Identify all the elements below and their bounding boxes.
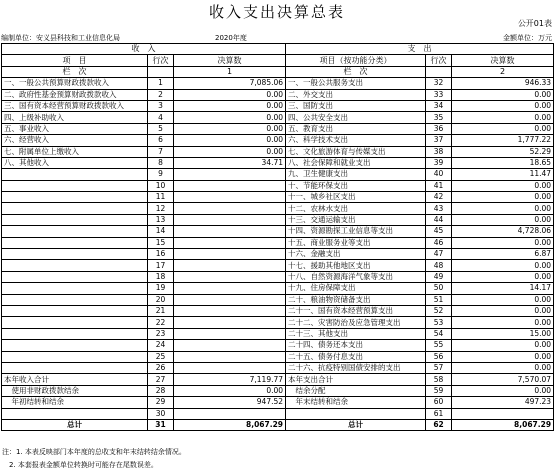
expense-item: 十、节能环保支出	[286, 180, 426, 191]
expense-amount: 52.29	[452, 146, 554, 157]
expense-item: 十九、住房保障支出	[286, 283, 426, 294]
income-amount	[174, 169, 286, 180]
expense-item: 总计	[286, 419, 426, 430]
table-row	[2, 408, 554, 419]
expense-amount: 0.00	[452, 362, 554, 373]
expense-item-header: 项目（按功能分类）	[286, 55, 426, 66]
table-row	[2, 100, 554, 111]
income-item: 年初结转和结余	[2, 397, 148, 408]
income-item	[2, 271, 148, 282]
expense-amount: 0.00	[452, 123, 554, 134]
income-row-no: 18	[148, 271, 174, 282]
expense-item: 十六、金融支出	[286, 249, 426, 260]
income-row-no: 11	[148, 192, 174, 203]
notes	[2, 446, 186, 472]
table-row	[2, 203, 554, 214]
expense-row-no: 45	[426, 226, 452, 237]
table-row	[2, 385, 554, 396]
income-item	[2, 214, 148, 225]
income-item	[2, 340, 148, 351]
expense-row-no: 49	[426, 271, 452, 282]
income-row-no: 3	[148, 100, 174, 111]
expense-amount: 0.00	[452, 305, 554, 316]
income-row-no: 30	[148, 408, 174, 419]
expense-row-no: 47	[426, 249, 452, 260]
table-row	[2, 192, 554, 203]
table-row	[2, 397, 554, 408]
expense-item: 七、文化旅游体育与传媒支出	[286, 146, 426, 157]
income-row-no: 17	[148, 260, 174, 271]
table-row	[2, 271, 554, 282]
table-row	[2, 294, 554, 305]
expense-item: 本年支出合计	[286, 374, 426, 385]
empty-cell	[148, 66, 174, 77]
income-amount	[174, 408, 286, 419]
income-item: 三、国有资本经营预算财政拨款收入	[2, 100, 148, 111]
expense-item: 一、一般公共服务支出	[286, 78, 426, 89]
expense-item: 八、社会保障和就业支出	[286, 157, 426, 168]
report-title: 收入支出决算总表	[208, 3, 345, 21]
expense-item: 三、国防支出	[286, 100, 426, 111]
expense-item: 十八、自然资源海洋气象等支出	[286, 271, 426, 282]
empty-cell	[426, 66, 452, 77]
expense-row-no: 41	[426, 180, 452, 191]
income-row-no: 15	[148, 237, 174, 248]
income-row-no: 4	[148, 112, 174, 123]
income-item: 七、附属单位上缴收入	[2, 146, 148, 157]
expense-row-no: 53	[426, 317, 452, 328]
expense-row-no: 55	[426, 340, 452, 351]
expense-item: 年末结转和结余	[286, 397, 426, 408]
expense-amount: 0.00	[452, 180, 554, 191]
income-item	[2, 362, 148, 373]
table-row	[2, 78, 554, 89]
income-item: 六、经营收入	[2, 135, 148, 146]
expense-item: 二十五、债务付息支出	[286, 351, 426, 362]
expense-amount: 15.00	[452, 328, 554, 339]
expense-row-no: 48	[426, 260, 452, 271]
expense-item: 二、外交支出	[286, 89, 426, 100]
income-item	[2, 192, 148, 203]
expense-row-no: 51	[426, 294, 452, 305]
table-row	[2, 328, 554, 339]
expense-amount: 0.00	[452, 112, 554, 123]
income-row-no: 6	[148, 135, 174, 146]
expense-amount	[452, 408, 554, 419]
income-item: 使用非财政拨款结余	[2, 385, 148, 396]
expense-amount: 0.00	[452, 100, 554, 111]
income-final-header: 决算数	[174, 55, 286, 66]
income-amount: 8,067.29	[174, 419, 286, 430]
expense-row-no: 57	[426, 362, 452, 373]
income-item	[2, 408, 148, 419]
expense-row-no: 58	[426, 374, 452, 385]
expense-row-no: 60	[426, 397, 452, 408]
expense-amount: 4,728.06	[452, 226, 554, 237]
income-item: 二、政府性基金预算财政拨款收入	[2, 89, 148, 100]
income-row-no: 25	[148, 351, 174, 362]
expense-amount: 0.00	[452, 317, 554, 328]
income-amount	[174, 203, 286, 214]
expense-column-label: 栏 次	[286, 66, 426, 77]
income-row-no: 1	[148, 78, 174, 89]
income-item	[2, 283, 148, 294]
expense-amount: 11.47	[452, 169, 554, 180]
form-code: 公开01表	[517, 19, 552, 28]
table-row	[2, 362, 554, 373]
expense-amount: 0.00	[452, 294, 554, 305]
table-row	[2, 135, 554, 146]
income-row-no: 8	[148, 157, 174, 168]
expense-row-no: 42	[426, 192, 452, 203]
income-row-no-header: 行次	[148, 55, 174, 66]
income-column-number: 1	[174, 66, 286, 77]
table-row	[2, 157, 554, 168]
income-row-no: 5	[148, 123, 174, 134]
income-item: 本年收入合计	[2, 374, 148, 385]
expense-item: 四、公共安全支出	[286, 112, 426, 123]
expense-row-no: 40	[426, 169, 452, 180]
income-item	[2, 169, 148, 180]
income-item	[2, 317, 148, 328]
income-amount	[174, 260, 286, 271]
income-amount: 0.00	[174, 146, 286, 157]
table-row	[2, 123, 554, 134]
income-row-no: 24	[148, 340, 174, 351]
expense-item: 十三、交通运输支出	[286, 214, 426, 225]
income-row-no: 14	[148, 226, 174, 237]
income-amount	[174, 192, 286, 203]
table-row	[2, 237, 554, 248]
expense-amount: 7,570.07	[452, 374, 554, 385]
expense-row-no: 33	[426, 89, 452, 100]
expense-amount: 14.17	[452, 283, 554, 294]
income-amount	[174, 180, 286, 191]
income-amount: 7,085.06	[174, 78, 286, 89]
expense-row-no: 62	[426, 419, 452, 430]
income-amount	[174, 340, 286, 351]
table-row	[2, 214, 554, 225]
expense-item: 结余分配	[286, 385, 426, 396]
expense-item: 九、卫生健康支出	[286, 169, 426, 180]
table-row	[2, 226, 554, 237]
income-amount	[174, 294, 286, 305]
table-row	[2, 283, 554, 294]
income-item-header: 项 目	[2, 55, 148, 66]
income-amount	[174, 351, 286, 362]
table-row	[2, 89, 554, 100]
income-item	[2, 305, 148, 316]
income-item	[2, 226, 148, 237]
expense-row-no: 61	[426, 408, 452, 419]
income-item: 总计	[2, 419, 148, 430]
income-amount: 0.00	[174, 135, 286, 146]
income-row-no: 29	[148, 397, 174, 408]
expense-column-number: 2	[452, 66, 554, 77]
expense-amount: 0.00	[452, 271, 554, 282]
income-item: 四、上级补助收入	[2, 112, 148, 123]
expense-amount: 0.00	[452, 203, 554, 214]
income-amount	[174, 317, 286, 328]
expense-header: 支 出	[286, 44, 554, 55]
table-row	[2, 351, 554, 362]
income-amount: 0.00	[174, 385, 286, 396]
expense-row-no: 35	[426, 112, 452, 123]
income-item	[2, 180, 148, 191]
expense-item: 二十、粮油物资储备支出	[286, 294, 426, 305]
expense-amount: 0.00	[452, 237, 554, 248]
income-amount	[174, 328, 286, 339]
report-year: 2020年度	[215, 34, 247, 42]
income-amount: 0.00	[174, 112, 286, 123]
expense-item: 二十三、其他支出	[286, 328, 426, 339]
note-2: 2. 本套报表金额单位转换时可能存在尾数误差。	[2, 461, 158, 469]
note-1: 注：1. 本表反映部门本年度的总收支和年末结转结余情况。	[2, 448, 186, 456]
income-amount	[174, 305, 286, 316]
amount-unit: 金额单位：万元	[503, 34, 552, 42]
income-row-no: 10	[148, 180, 174, 191]
income-row-no: 22	[148, 317, 174, 328]
expense-item: 二十六、抗疫特别国债安排的支出	[286, 362, 426, 373]
expense-item: 十四、资源勘探工业信息等支出	[286, 226, 426, 237]
total-row	[2, 419, 554, 430]
expense-amount: 0.00	[452, 340, 554, 351]
income-amount: 0.00	[174, 123, 286, 134]
expense-amount: 0.00	[452, 351, 554, 362]
income-expense-table	[1, 43, 554, 431]
expense-amount: 0.00	[452, 385, 554, 396]
income-row-no: 31	[148, 419, 174, 430]
income-item	[2, 237, 148, 248]
income-item	[2, 328, 148, 339]
income-item: 一、一般公共预算财政拨款收入	[2, 78, 148, 89]
expense-amount: 0.00	[452, 89, 554, 100]
expense-row-no: 56	[426, 351, 452, 362]
table-row	[2, 112, 554, 123]
table-row	[2, 305, 554, 316]
income-amount	[174, 362, 286, 373]
expense-row-no: 44	[426, 214, 452, 225]
income-row-no: 7	[148, 146, 174, 157]
income-item	[2, 203, 148, 214]
expense-row-no: 36	[426, 123, 452, 134]
expense-row-no: 59	[426, 385, 452, 396]
income-amount	[174, 237, 286, 248]
income-amount	[174, 271, 286, 282]
table-row	[2, 260, 554, 271]
expense-row-no-header: 行次	[426, 55, 452, 66]
income-row-no: 12	[148, 203, 174, 214]
expense-row-no: 43	[426, 203, 452, 214]
income-item	[2, 260, 148, 271]
expense-item: 十二、农林水支出	[286, 203, 426, 214]
income-amount	[174, 226, 286, 237]
expense-item: 十五、商业服务业等支出	[286, 237, 426, 248]
expense-item: 二十二、灾害防治及应急管理支出	[286, 317, 426, 328]
income-amount: 34.71	[174, 157, 286, 168]
income-row-no: 2	[148, 89, 174, 100]
income-row-no: 20	[148, 294, 174, 305]
expense-item: 十七、援助其他地区支出	[286, 260, 426, 271]
expense-amount: 497.23	[452, 397, 554, 408]
income-item	[2, 249, 148, 260]
income-item	[2, 351, 148, 362]
expense-row-no: 38	[426, 146, 452, 157]
income-amount	[174, 283, 286, 294]
income-header: 收 入	[2, 44, 286, 55]
income-row-no: 9	[148, 169, 174, 180]
table-row	[2, 169, 554, 180]
income-row-no: 19	[148, 283, 174, 294]
expense-row-no: 50	[426, 283, 452, 294]
income-row-no: 13	[148, 214, 174, 225]
income-row-no: 28	[148, 385, 174, 396]
expense-amount: 8,067.29	[452, 419, 554, 430]
expense-item: 二十四、债务还本支出	[286, 340, 426, 351]
expense-final-header: 决算数	[452, 55, 554, 66]
income-row-no: 23	[148, 328, 174, 339]
expense-row-no: 37	[426, 135, 452, 146]
income-amount: 0.00	[174, 89, 286, 100]
expense-row-no: 39	[426, 157, 452, 168]
table-row	[2, 374, 554, 385]
expense-amount: 1,777.22	[452, 135, 554, 146]
income-amount: 7,119.77	[174, 374, 286, 385]
table-row	[2, 146, 554, 157]
expense-amount: 6.87	[452, 249, 554, 260]
income-amount	[174, 249, 286, 260]
expense-item	[286, 408, 426, 419]
income-amount: 0.00	[174, 100, 286, 111]
income-column-label: 栏 次	[2, 66, 148, 77]
income-row-no: 27	[148, 374, 174, 385]
expense-row-no: 32	[426, 78, 452, 89]
expense-row-no: 46	[426, 237, 452, 248]
income-item: 五、事业收入	[2, 123, 148, 134]
table-row	[2, 340, 554, 351]
expense-row-no: 34	[426, 100, 452, 111]
expense-amount: 946.33	[452, 78, 554, 89]
expense-item: 五、教育支出	[286, 123, 426, 134]
expense-amount: 0.00	[452, 214, 554, 225]
expense-item: 二十一、国有资本经营预算支出	[286, 305, 426, 316]
expense-amount: 0.00	[452, 192, 554, 203]
income-amount: 947.52	[174, 397, 286, 408]
income-amount	[174, 214, 286, 225]
expense-row-no: 54	[426, 328, 452, 339]
expense-row-no: 52	[426, 305, 452, 316]
expense-amount: 0.00	[452, 260, 554, 271]
income-row-no: 21	[148, 305, 174, 316]
table-row	[2, 317, 554, 328]
expense-item: 六、科学技术支出	[286, 135, 426, 146]
income-row-no: 26	[148, 362, 174, 373]
expense-item: 十一、城乡社区支出	[286, 192, 426, 203]
expense-amount: 18.65	[452, 157, 554, 168]
table-row	[2, 180, 554, 191]
income-item	[2, 294, 148, 305]
compiling-unit: 编制单位：安义县科技和工业信息化局	[1, 34, 120, 42]
table-row	[2, 249, 554, 260]
income-item: 八、其他收入	[2, 157, 148, 168]
income-row-no: 16	[148, 249, 174, 260]
